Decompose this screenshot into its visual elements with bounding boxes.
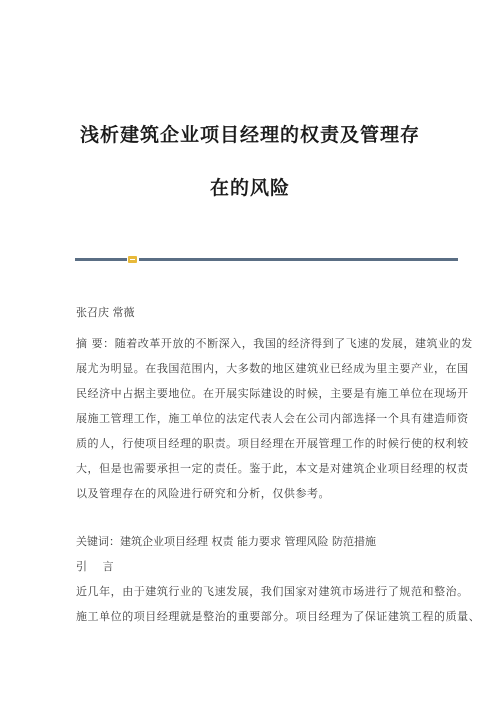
abstract-line: 以及管理存在的风险进行研究和分析，仅供参考。 <box>76 487 331 500</box>
divider-bar-right <box>139 258 458 261</box>
document-badge-icon <box>128 256 137 263</box>
abstract-line: 展尤为明显。在我国范围内，大多数的地区建筑业已经成为里主要产业，在国 <box>76 362 469 375</box>
abstract-line: 质的人，行使项目经理的职责。项目经理在开展管理工作的时候行使的权利较 <box>76 437 469 450</box>
intro-paragraph-line: 施工单位的项目经理就是整治的重要部分。项目经理为了保证建筑工程的质量、 <box>76 610 481 623</box>
divider-bar-left <box>75 258 127 261</box>
title-divider <box>75 256 458 262</box>
document-title-line-1: 浅析建筑企业项目经理的权责及管理存 <box>79 124 420 146</box>
section-heading-introduction: 引 言 <box>76 560 120 573</box>
authors: 张召庆 常薇 <box>76 306 135 319</box>
abstract-line: 大，但是也需要承担一定的责任。鉴于此，本文是对建筑企业项目经理的权责 <box>76 462 469 475</box>
document-title-line-2: 在的风险 <box>209 177 290 199</box>
keywords: 关键词：建筑企业项目经理 权责 能力要求 管理风险 防范措施 <box>76 535 376 548</box>
abstract-line: 展施工管理工作，施工单位的法定代表人会在公司内部选择一个具有建造师资 <box>76 412 469 425</box>
abstract-line: 民经济中占据主要地位。在开展实际建设的时候，主要是有施工单位在现场开 <box>76 387 469 400</box>
abstract-line: 摘 要：随着改革开放的不断深入，我国的经济得到了飞速的发展，建筑业的发 <box>76 337 473 350</box>
intro-paragraph-line: 近几年，由于建筑行业的飞速发展，我们国家对建筑市场进行了规范和整治。 <box>76 585 469 598</box>
